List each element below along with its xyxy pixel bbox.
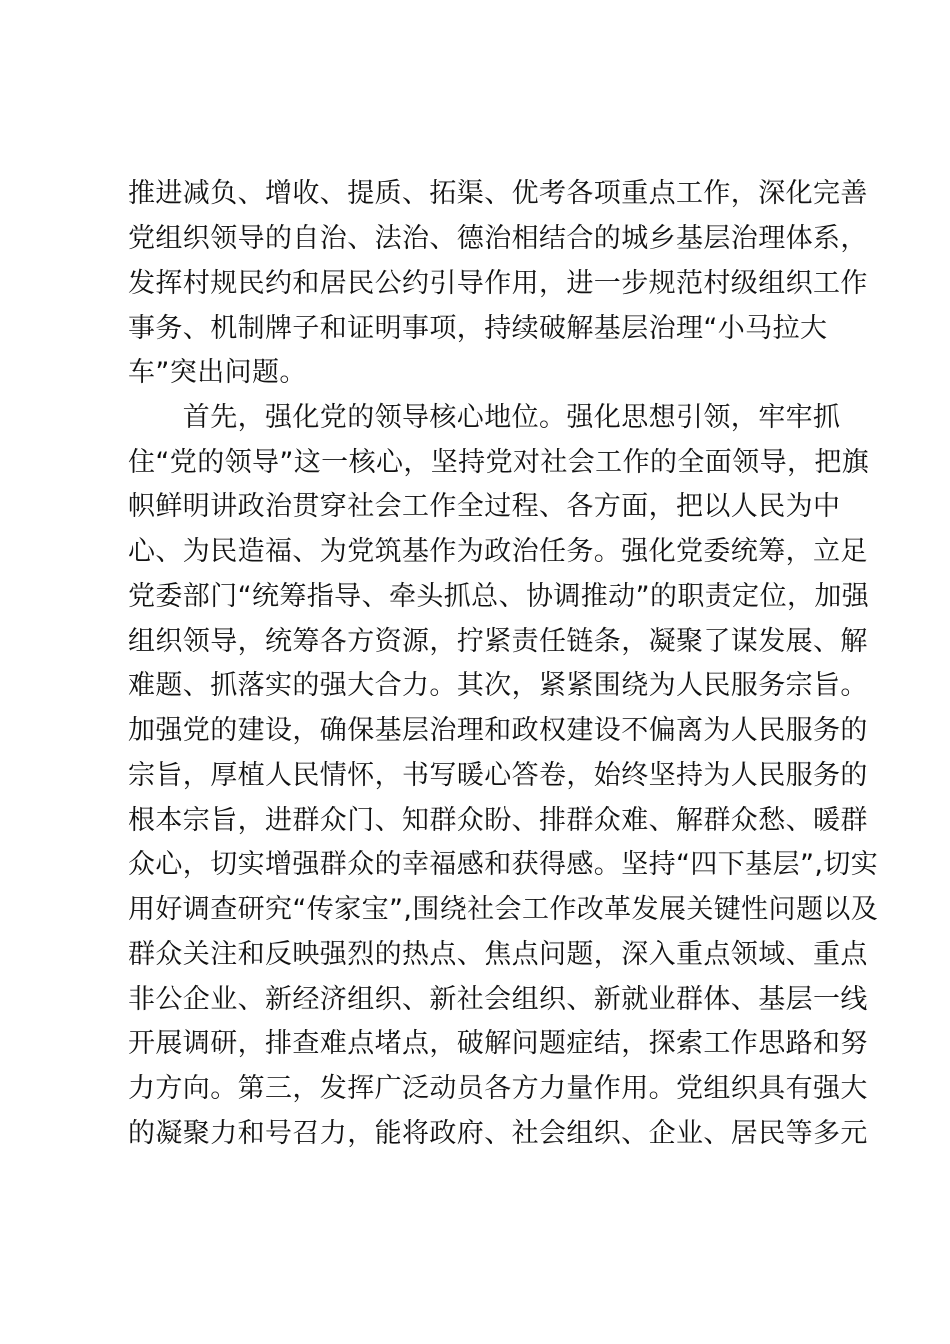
text-line: 用好调查研究“传家宝”,围绕社会工作改革发展关键性问题以及 (128, 894, 879, 925)
text-line: 根本宗旨，进群众门、知群众盼、排群众难、解群众愁、暖群 (128, 805, 868, 836)
text-line: 心、为民造福、为党筑基作为政治任务。强化党委统筹，立足 (128, 536, 868, 567)
text-line: 的凝聚力和号召力，能将政府、社会组织、企业、居民等多元 (128, 1118, 868, 1149)
text-line: 群众关注和反映强烈的热点、焦点问题，深入重点领域、重点 (128, 939, 868, 970)
text-line: 开展调研，排查难点堵点，破解问题症结，探索工作思路和努 (128, 1028, 868, 1059)
text-line: 宗旨，厚植人民情怀，书写暖心答卷，始终坚持为人民服务的 (128, 760, 868, 791)
text-line: 党委部门“统筹指导、牵头抓总、协调推动”的职责定位，加强 (128, 581, 870, 612)
text-line: 党组织领导的自治、法治、德治相结合的城乡基层治理体系， (128, 223, 868, 254)
text-line: 推进减负、增收、提质、拓渠、优考各项重点工作，深化完善 (128, 178, 868, 209)
text-line: 住“党的领导”这一核心，坚持党对社会工作的全面领导，把旗 (128, 447, 870, 478)
text-line: 加强党的建设，确保基层治理和政权建设不偏离为人民服务的 (128, 715, 868, 746)
text-line: 难题、抓落实的强大合力。其次，紧紧围绕为人民服务宗旨。 (128, 670, 868, 701)
text-line: 组织领导，统筹各方资源，拧紧责任链条，凝聚了谋发展、解 (128, 626, 868, 657)
text-line: 首先，强化党的领导核心地位。强化思想引领，牢牢抓 (128, 402, 841, 433)
text-line: 众心，切实增强群众的幸福感和获得感。坚持“四下基层”,切实 (128, 849, 879, 880)
text-line: 发挥村规民约和居民公约引导作用，进一步规范村级组织工作 (128, 268, 868, 299)
text-line: 力方向。第三，发挥广泛动员各方力量作用。党组织具有强大 (128, 1073, 868, 1104)
text-line: 非公企业、新经济组织、新社会组织、新就业群体、基层一线 (128, 984, 868, 1015)
text-line: 事务、机制牌子和证明事项，持续破解基层治理“小马拉大 (128, 313, 828, 344)
text-line: 帜鲜明讲政治贯穿社会工作全过程、各方面，把以人民为中 (128, 491, 841, 522)
text-line: 车”突出问题。 (128, 357, 307, 388)
